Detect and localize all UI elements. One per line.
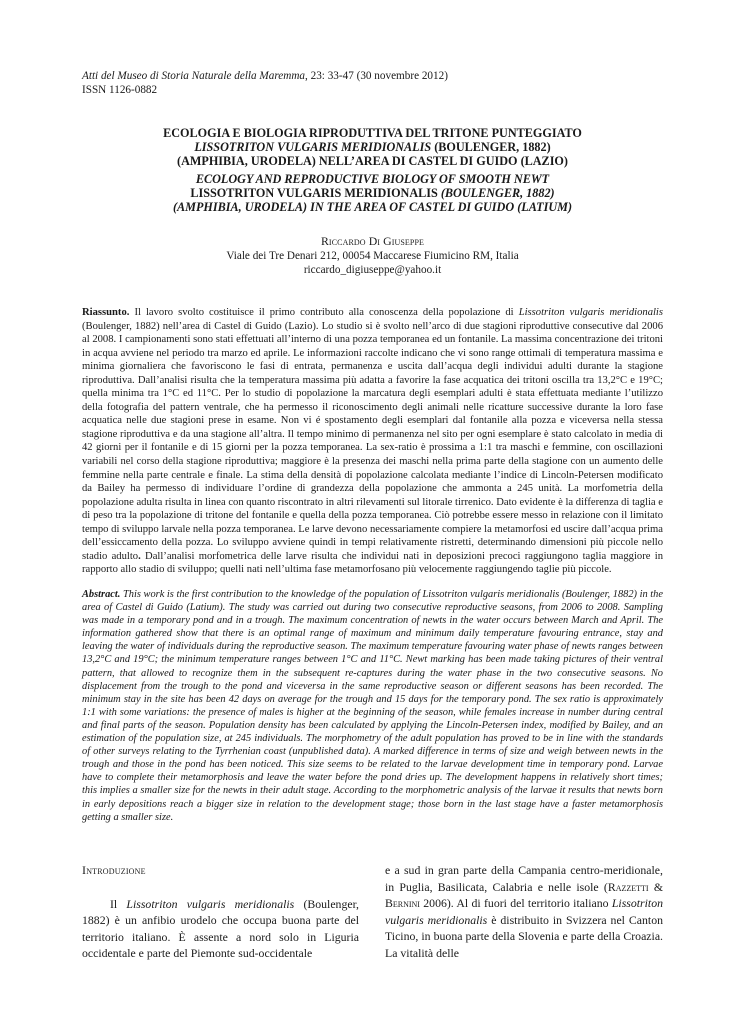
intro-left-column <box>82 862 359 962</box>
journal-header <box>82 69 672 97</box>
title-english-line-1: ECOLOGY AND REPRODUCTIVE BIOLOGY OF SMOOTH NEWT <box>195 171 550 186</box>
title-english-line-3: (AMPHIBIA, URODELA) IN THE AREA OF CASTEL DI GUIDO (LATIUM) <box>172 200 573 215</box>
title-italian-line-3: (AMPHIBIA, URODELA) NELL’AREA DI CASTEL DI GUIDO (LAZIO) <box>177 154 568 169</box>
abstract-paragraph <box>82 588 663 824</box>
riassunto-bold-dot: . <box>138 550 141 562</box>
riassunto-label: Riassunto. <box>82 307 130 318</box>
abstract-label: Abstract. <box>82 589 121 600</box>
intro-paragraph-left <box>82 896 359 962</box>
author-address: Viale dei Tre Denari 212, 00054 Maccarese Fiumicino RM, Italia <box>226 249 519 262</box>
author-name: Riccardo Di Giuseppe <box>320 234 425 248</box>
intro-right-post: è distribuito in Svizzera nel Canton Ticino, in buona parte della Slovenia e parte della Croazia. La vitalità delle <box>385 912 663 960</box>
title-italian-authority: (BOULENGER, 1882) <box>431 140 551 155</box>
title-italian-line-1: ECOLOGIA E BIOLOGIA RIPRODUTTIVA DEL TRITONE PUNTEGGIATO <box>163 126 582 140</box>
journal-volume-pages: , 23: 33-47 (30 novembre 2012) <box>305 70 448 82</box>
title-block <box>82 126 663 214</box>
riassunto-text-2: (Boulenger, 1882) nell’area di Castel di Guido (Lazio). Lo studio si è svolto nell’arco di due stagioni riproduttive consecutive dal 2006 al 2008. I campionamenti sono stati effettuati all’interno di una pozza temporanea ed un fontanile. La massima concentrazione dei tritoni in acqua avviene nel periodo tra marzo ed aprile. Le informazioni raccolte indicano che vi sono range ottimali di temperatura massima e minima giornaliera che favoriscono le fasi di entrata, permanenza e uscita dall’acqua degli individui adulti durante la stagione riproduttiva. Dall’analisi risulta che la temperatura massima più adatta a favorire la fase acquatica dei tritoni oscilla tra 13,2°C e 19°C; quella minima tra 1°C ed 11°C. Per lo studio di popolazione la marcatura degli esemplari adulti è stata effettuata mediante l’utilizzo della fotografia del pattern ventrale, che ha permesso il riconoscimento degli animali nelle ricatture successive durante la loro fase acquatica nelle due stagioni prese in esame. Non vi é spostamento degli esemplari dal fontanile alla pozza e viceversa nella stessa stagione riproduttiva e da una stagione all’altra. Il tempo minimo di permanenza nel sito per ogni esemplare è stato calcolato in media di 42 giorni per il fontanile e di 15 giorni per la pozza temporanea. La sex-ratio è prossima a 1:1 tra maschi e femmine, con oscillazioni variabili nel corso della stagione riproduttiva; maggiore è la presenza dei maschi nella prima parte della stagione con un aumento delle femmine nella parte centrale e finale. La stima della densità di popolazione calcolata mediante l’indice di Lincoln-Petersen modificato da Bailey ha permesso di individuare l’ordine di grandezza della popolazione che ammonta a 245 unità. La morfometria della popolazione adulta risulta in linea con quanto riscontrato in altri rilevamenti sul litorale tirrenico. Dato evidente è la differenza di taglia e di peso tra la popolazione di tritone del fontanile e quella della pozza temporanea. Ciò potrebbe essere messo in relazione con il limitato tempo di sviluppo larvale nella pozza temporanea. Le larve devono necessariamente compiere la metamorfosi ed uscire dall’acqua prima dell’essiccamento della pozza. Lo sviluppo avviene quindi in tempi relativamente ristretti, determinando dimensioni più piccole nello stadio adulto <box>82 320 663 562</box>
title-italian-line-2 <box>82 140 663 154</box>
title-english <box>82 172 663 215</box>
journal-citation <box>82 69 672 83</box>
author-email: riccardo_digiuseppe@yahoo.it <box>303 264 442 277</box>
intro-left-pre: Il <box>110 896 127 911</box>
intro-left-post: (Boulenger, 1882) è un anfibio urodelo che occupa buona parte del territorio italiano. È assente a nord solo in Liguria occidentale e parte del Piemonte sud-occidentale <box>82 896 359 961</box>
intro-right-pre: e a sud in gran parte della Campania centro-meridionale, in Puglia, Basilicata, Calabria e nelle isole ( <box>385 863 663 894</box>
author-block <box>82 234 663 278</box>
title-english-species: LISSOTRITON VULGARIS MERIDIONALIS <box>190 185 441 200</box>
riassunto-paragraph <box>82 306 663 577</box>
journal-issn: ISSN 1126-0882 <box>82 84 158 96</box>
intro-right-mid: 2006). Al di fuori del territorio italiano <box>419 896 612 911</box>
riassunto-species: Lissotriton vulgaris meridionalis <box>518 307 663 318</box>
section-heading-introduzione: Introduzione <box>82 863 146 877</box>
riassunto-text-3: Dall’analisi morfometrica delle larve risulta che individui nati in deposizioni precoci raggiungono taglia maggiore in rapporto allo stadio di sviluppo; quelli nati nell’ultima fase metamorfosano più velocemente raggiungendo taglie più piccole. <box>82 550 663 576</box>
abstract-text: This work is the first contribution to the knowledge of the population of Lissotriton vulgaris meridionalis (Boulenger, 1882) in the area of Castel di Guido (Latium). The study was carried out during two consecutive reproductive seasons, from 2006 to 2008. Sampling was made in a temporary pond and in a trough. The maximum concentration of newts in the water occurs between March and April. The information gathered show that there is an optimal range of maximum and minimum daily temperature favouring entrance, stay and leaving the water of individuals during the reproductive season. The maximum temperature favouring water phase of newts ranges between 13,2°C and 19°C; the minimum temperature ranges between 1°C and 11°C. Newt marking has been made taking pictures of their ventral pattern, that allowed to recognize them in the subsequent re-captures during the water phase in the two consecutive seasons. No displacement from the trough to the pond and viceversa in the same reproductive season or different seasons has been recorded. The minimum stay in the site has been 42 days on average for the trough and 15 days for the temporary pond. The sex ratio is approximately 1:1 with some variations: the presence of males is higher at the beginning of the season, while females increase in number during central and final parts of the season. Population density has been calculated by applying the Lincoln-Petersen index, modified by Bailey, and an estimation of the population size, at 245 individuals. The morphometry of the adult population has proved to be in line with the standards of other surveys relating to the Tyrrhenian coast (unpublished data). A marked difference in terms of size and weigh between newts in the trough and those in the pond has been noticed. This size seems to be related to the larvae development time in temporary pond. Larvae have to complete their metamorphosis and leave the water before the pond dries up. The development happens in relatively short times; this implies a smaller size for the newts in their adult stage. According to the morphometric analysis of the larvae it results that newts born in early depositions reach a bigger size in relation to the development stage; those born in the last stage have a faster metamorphosis getting a smaller size. <box>82 589 663 823</box>
title-english-authority: (BOULENGER, 1882) <box>440 185 555 200</box>
title-italian-species: LISSOTRITON VULGARIS MERIDIONALIS <box>194 140 432 155</box>
riassunto-text-1: Il lavoro svolto costituisce il primo contributo alla conoscenza della popolazione di <box>129 307 519 318</box>
intro-right-species: Lissotriton vulgaris meridionalis <box>385 896 663 927</box>
intro-right-citation: Razzetti & Bernini <box>385 879 663 911</box>
intro-left-species: Lissotriton vulgaris meridionalis <box>126 896 295 911</box>
title-english-line-2 <box>82 186 663 200</box>
journal-name: Atti del Museo di Storia Naturale della Maremma <box>82 70 306 82</box>
title-italian <box>82 126 663 169</box>
intro-right-column <box>385 862 663 962</box>
